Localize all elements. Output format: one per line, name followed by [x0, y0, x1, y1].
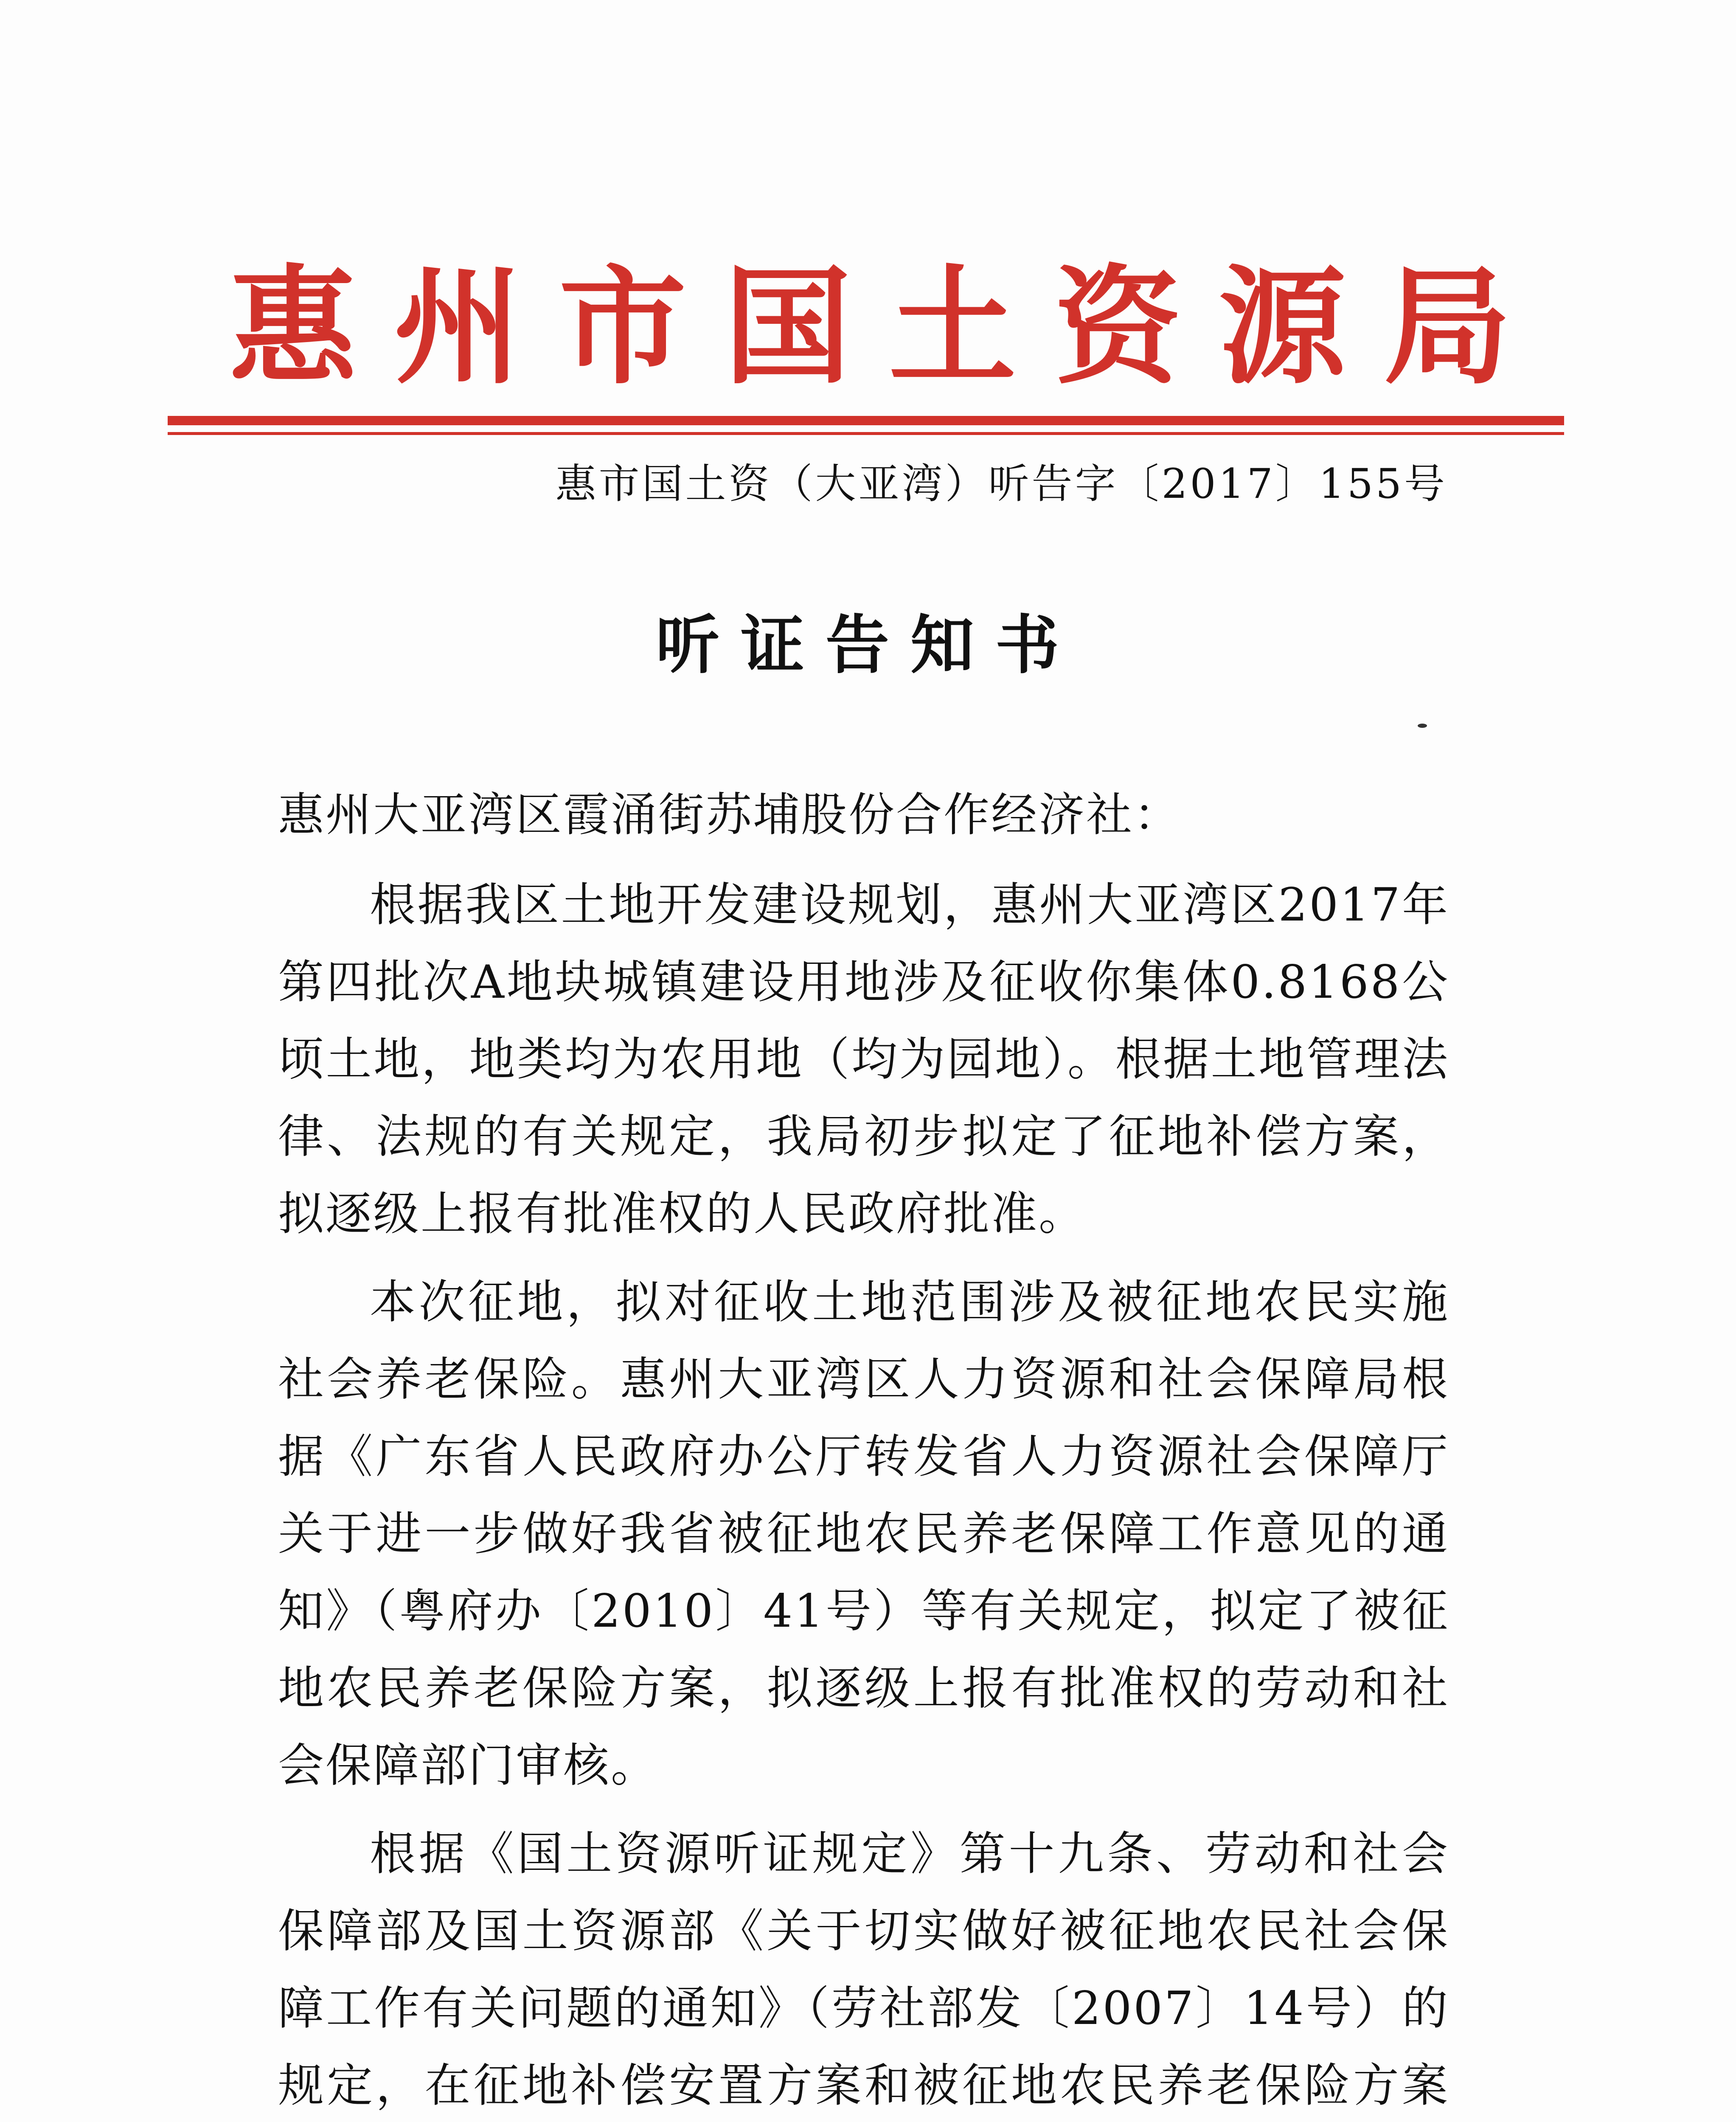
body-paragraph: 本次征地，拟对征收土地范围涉及被征地农民实施社会养老保险。惠州大亚湾区人力资源和社会保障局根据《广东省人民政府办公厅转发省人力资源社会保障厅关于进一步做好我省被征地农民养老保障工作意见的通知》（粤府办〔2010〕41号）等有关规定，拟定了被征地农民养老保险方案，拟逐级上报有批准权的劳动和社会保障部门审核。	[278, 1276, 1449, 1792]
scan-mark	[1418, 724, 1427, 728]
issuer-title: 惠州市国土资源局	[229, 252, 1511, 401]
header-divider-thin	[168, 432, 1564, 435]
header-divider-thick	[168, 416, 1564, 425]
body-paragraph: 根据我区土地开发建设规划，惠州大亚湾区2017年第四批次A地块城镇建设用地涉及征收你集体0.8168公顷土地，地类均为农用地（均为园地）。根据土地管理法律、法规的有关规定，我局初步拟定了征地补偿方案，拟逐级上报有批准权的人民政府批准。	[278, 879, 1449, 1241]
document-number: 惠市国土资（大亚湾）听告字〔2017〕155号	[555, 460, 1447, 508]
salutation: 惠州大亚湾区霞涌街苏埔股份合作经济社：	[278, 789, 1182, 842]
body-paragraph: 根据《国土资源听证规定》第十九条、劳动和社会保障部及国土资源部《关于切实做好被征地农民社会保障工作有关问题的通知》（劳社部发〔2007〕14号）的规定，在征地补偿安置方案和被征地农民养老保险方案	[278, 1827, 1449, 2112]
document-body	[278, 777, 1449, 2122]
document-title: 听证告知书	[655, 608, 1080, 682]
